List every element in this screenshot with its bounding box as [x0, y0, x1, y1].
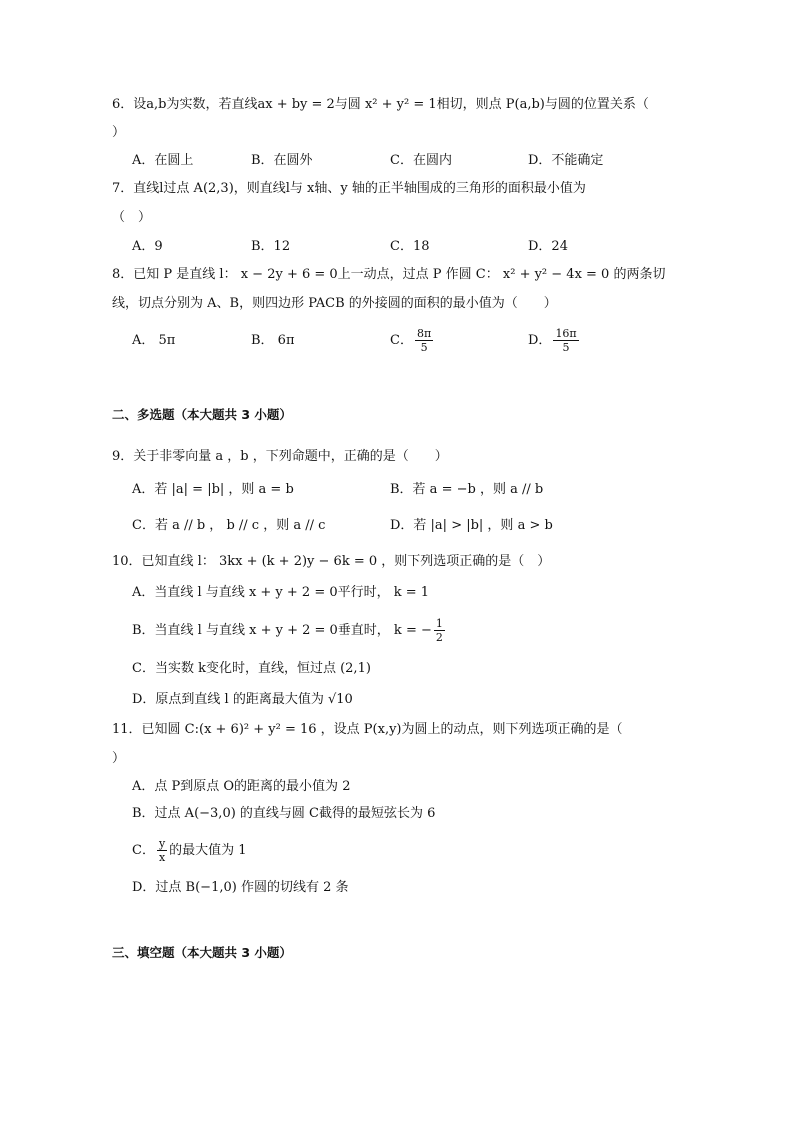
- q7-stem: 7．直线l过点 A(2,3)，则直线l与 x轴、y 轴的正半轴围成的三角形的面积最小值为: [112, 181, 586, 196]
- q7-option-a: A．9: [132, 239, 163, 254]
- q11-stem-end: ）: [112, 751, 126, 766]
- section-heading-fill-in-blank: 三、填空题（本大题共 3 小题）: [112, 945, 292, 960]
- q6-option-b: B．在圆外: [251, 153, 313, 168]
- q10-option-c: C．当实数 k变化时，直线，恒过点 (2,1): [132, 661, 371, 676]
- q8-option-b: B． 6π: [251, 333, 295, 348]
- q11-option-c: [132, 836, 247, 866]
- q10-stem: 10．已知直线 l： 3kx + (k + 2)y − 6k = 0 ，则下列选项正确的是（ ）: [112, 554, 551, 569]
- q11-option-c-fraction: [157, 837, 167, 864]
- q11-option-d: D．过点 B(−1,0) 作圆的切线有 2 条: [132, 880, 349, 895]
- q6-stem-end: ）: [112, 125, 126, 140]
- q8-option-d: [528, 326, 581, 356]
- q11-option-c-label: C．: [132, 843, 155, 858]
- q9-option-c: C．若 a // b ， b // c ，则 a // c: [132, 518, 326, 533]
- q7-option-b: B．12: [251, 239, 291, 254]
- q6-option-c: C．在圆内: [390, 153, 452, 168]
- q11-stem: 11．已知圆 C:(x + 6)² + y² = 16 ，设点 P(x,y)为圆上的动点，则下列选项正确的是（: [112, 722, 623, 737]
- fraction-denominator: 5: [562, 341, 570, 354]
- q11-option-a: A．点 P到原点 O的距离的最小值为 2: [132, 779, 351, 794]
- q10-option-b-fraction: [434, 617, 445, 644]
- q9-option-a: A．若 |a| = |b| ，则 a = b: [132, 482, 294, 497]
- q8-option-a: A． 5π: [132, 333, 176, 348]
- q10-option-a: A．当直线 l 与直线 x + y + 2 = 0平行时， k = 1: [132, 585, 430, 600]
- fraction-numerator: 1: [435, 617, 443, 630]
- q7-stem-end: （ ）: [112, 210, 152, 225]
- q7-option-c: C．18: [390, 239, 430, 254]
- q8-stem-cont: 线，切点分别为 A、B，则四边形 PACB 的外接圆的面积的最小值为（ ）: [112, 296, 557, 311]
- q8-option-c: [390, 326, 435, 356]
- q7-option-d: D．24: [528, 239, 568, 254]
- q9-option-b: B．若 a = −b ，则 a // b: [390, 482, 544, 497]
- q6-stem: 6．设a,b为实数，若直线ax + by = 2与圆 x² + y² = 1相切，则点 P(a,b)与圆的位置关系（: [112, 97, 649, 112]
- q8-option-c-fraction: [415, 327, 433, 354]
- q11-option-c-text: 的最大值为 1: [169, 843, 247, 858]
- q9-stem: 9．关于非零向量 a ，b ，下列命题中，正确的是（ ）: [112, 449, 448, 464]
- fraction-denominator: 5: [420, 341, 428, 354]
- fraction-numerator: 16π: [555, 327, 577, 340]
- q6-option-a: A．在圆上: [132, 153, 194, 168]
- fraction-denominator: 2: [435, 631, 443, 644]
- fraction-denominator: x: [158, 851, 166, 864]
- q10-option-d: D．原点到直线 l 的距离最大值为 √10: [132, 692, 353, 707]
- q9-option-d: D．若 |a| > |b| ，则 a > b: [390, 518, 553, 533]
- q8-stem: 8．已知 P 是直线 l： x − 2y + 6 = 0上一动点，过点 P 作圆 C： x² + y² − 4x = 0 的两条切: [112, 267, 666, 282]
- q8-option-d-label: D．: [528, 333, 552, 348]
- q8-option-c-label: C．: [390, 333, 413, 348]
- q11-option-b: B．过点 A(−3,0) 的直线与圆 C截得的最短弦长为 6: [132, 806, 436, 821]
- q6-option-d: D．不能确定: [528, 153, 604, 168]
- fraction-numerator: 8π: [416, 327, 432, 340]
- fraction-numerator: y: [158, 837, 166, 850]
- section-heading-multiple-choice: 二、多选题（本大题共 3 小题）: [112, 407, 292, 422]
- q8-option-d-fraction: [553, 327, 578, 354]
- q10-option-b-text: B．当直线 l 与直线 x + y + 2 = 0垂直时， k = −: [132, 623, 432, 638]
- q10-option-b: [132, 616, 447, 646]
